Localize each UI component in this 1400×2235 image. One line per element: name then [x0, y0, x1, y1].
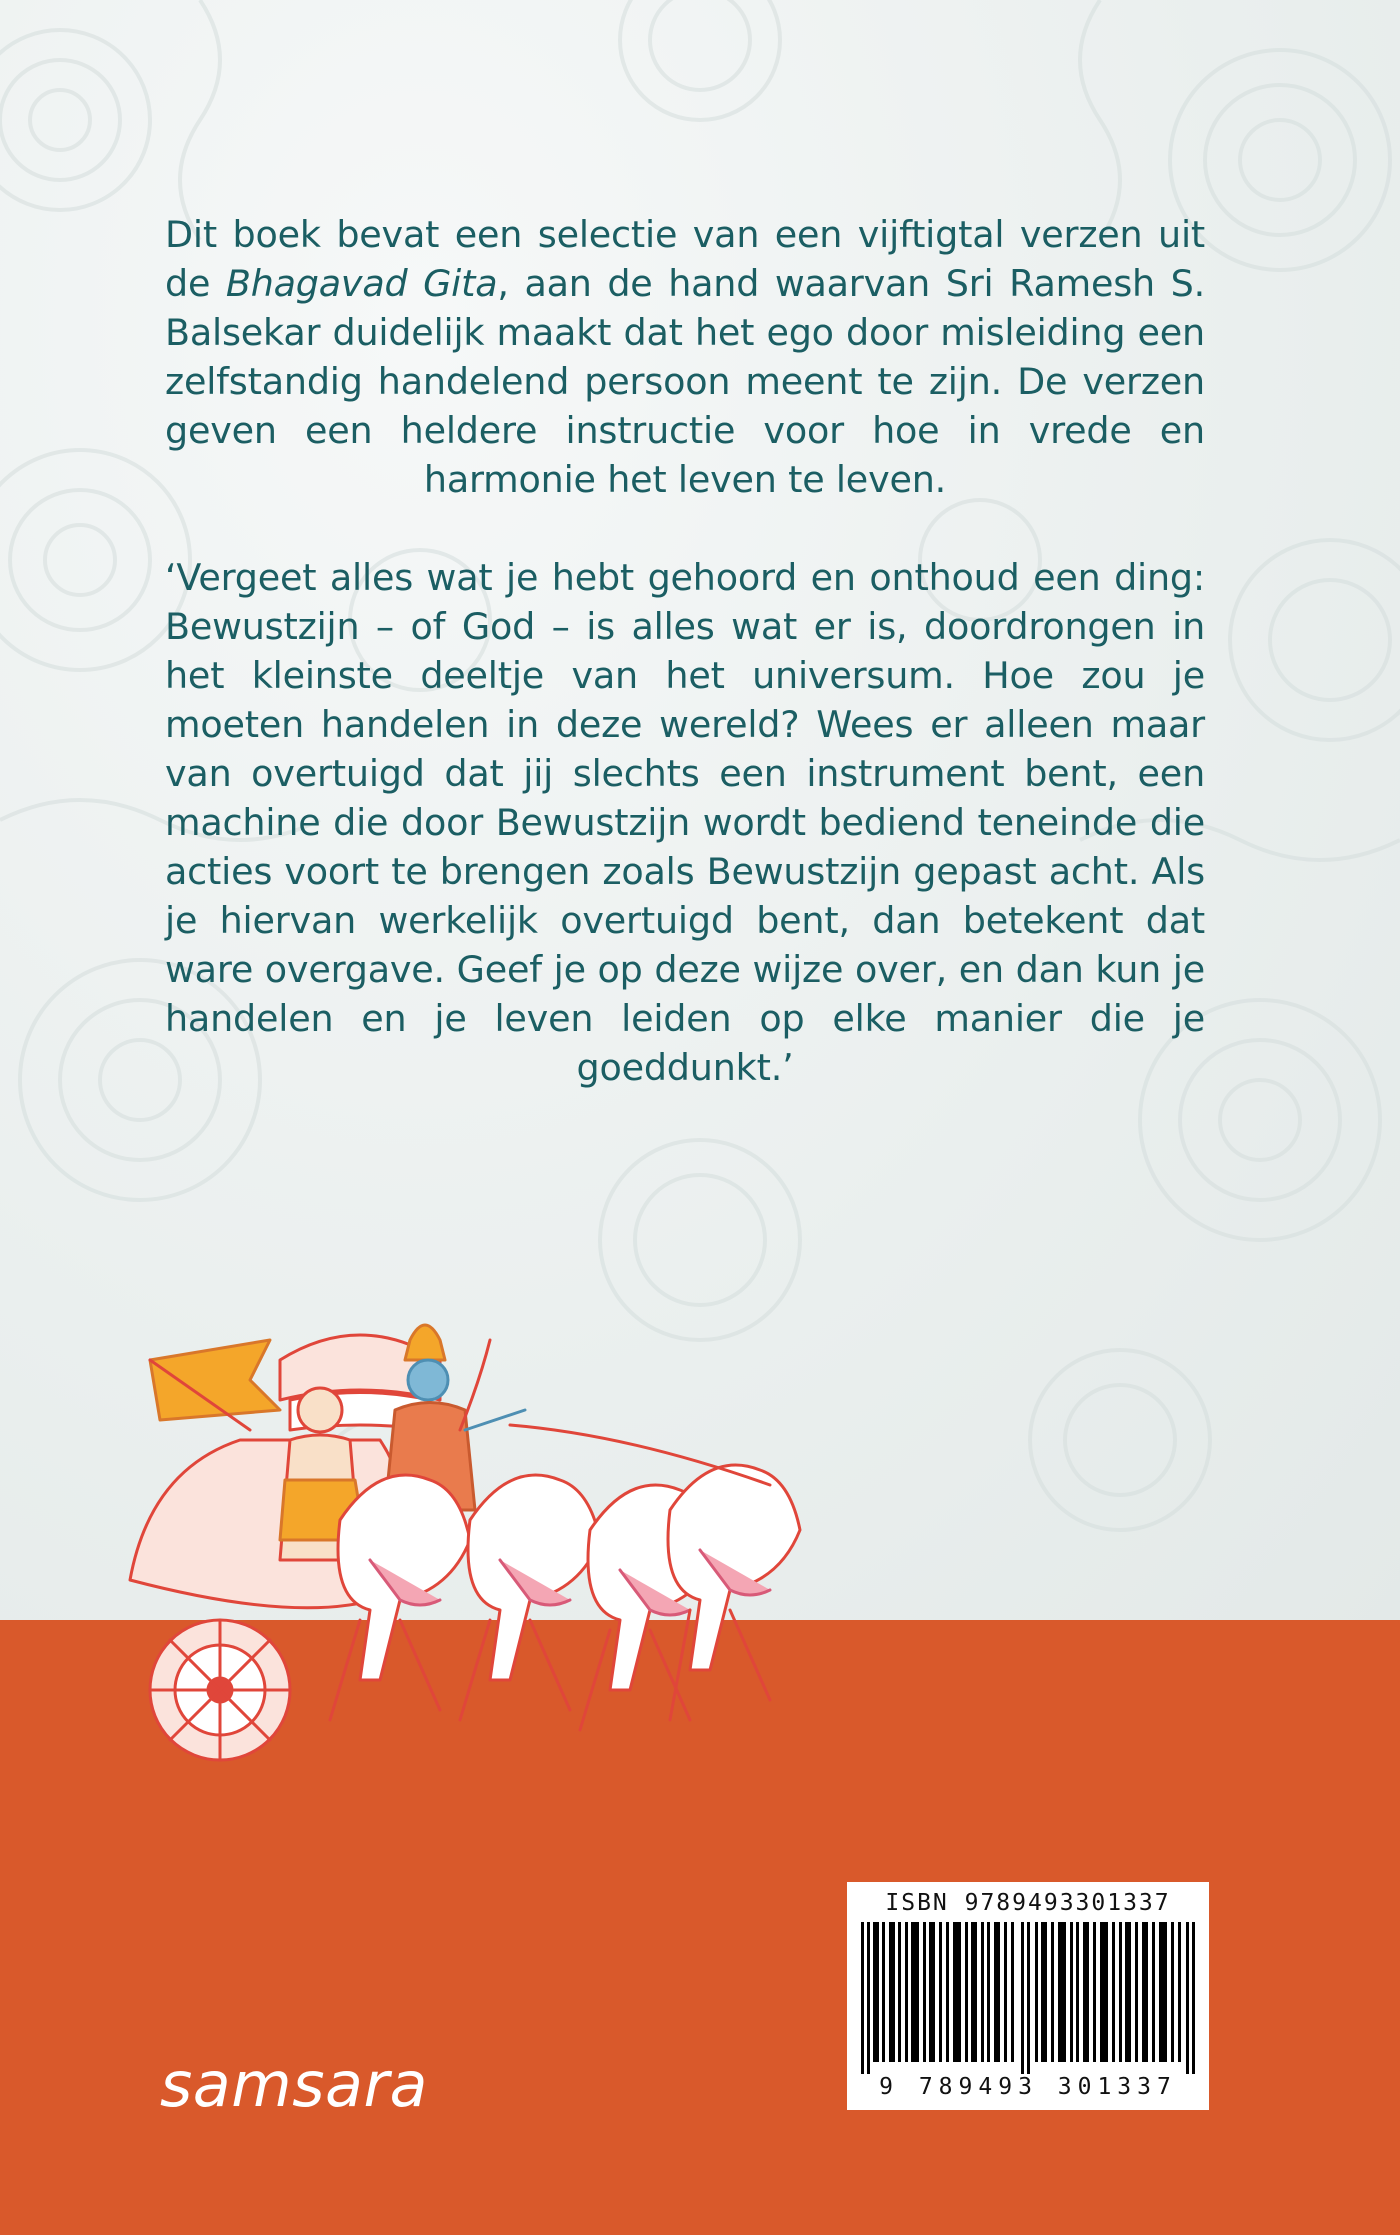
description-paragraph-2: ‘Vergeet alles wat je hebt gehoord en onthoud een ding: Bewustzijn – of God – is alles wat er is, doordrongen in het kleinste deeltje van het universum. Hoe zou je moeten handelen in deze wereld? Wees er alleen maar van overtuigd dat jij slechts een instrument bent, een machine die door Bewustzijn wordt bediend teneinde die acties voort te brengen zoals Bewustzijn gepast acht. Als je hiervan werkelijk overtuigd bent, dan betekent dat ware overgave. Geef je op deze wijze over, en dan kun je handelen en je leven leiden op elke manier die je goeddunkt.’ — [165, 556, 1205, 1089]
paragraph-1-rest: , aan de hand waarvan Sri Ramesh S. Balsekar duidelijk maakt dat het ego door misleiding een zelfstandig handelend persoon meent te zijn. De verzen geven een heldere instructie voor hoe in vrede en harmonie het leven te leven. — [165, 262, 1205, 501]
barcode — [847, 1882, 1209, 2110]
description-paragraph-1 — [165, 210, 1205, 504]
description-text — [165, 210, 1205, 1092]
chariot-illustration — [110, 1320, 850, 1790]
publisher-logo: samsara — [160, 2048, 428, 2121]
barcode-digits: 9 789493 301337 — [879, 2074, 1177, 2100]
book-title-italic: Bhagavad Gita — [225, 262, 498, 305]
isbn-label: ISBN 9789493301337 — [885, 1890, 1171, 1916]
barcode-bars — [861, 1922, 1195, 2074]
paragraph-1-intro: Dit boek bevat een selectie van een vijftigtal verzen uit de — [165, 213, 1205, 305]
